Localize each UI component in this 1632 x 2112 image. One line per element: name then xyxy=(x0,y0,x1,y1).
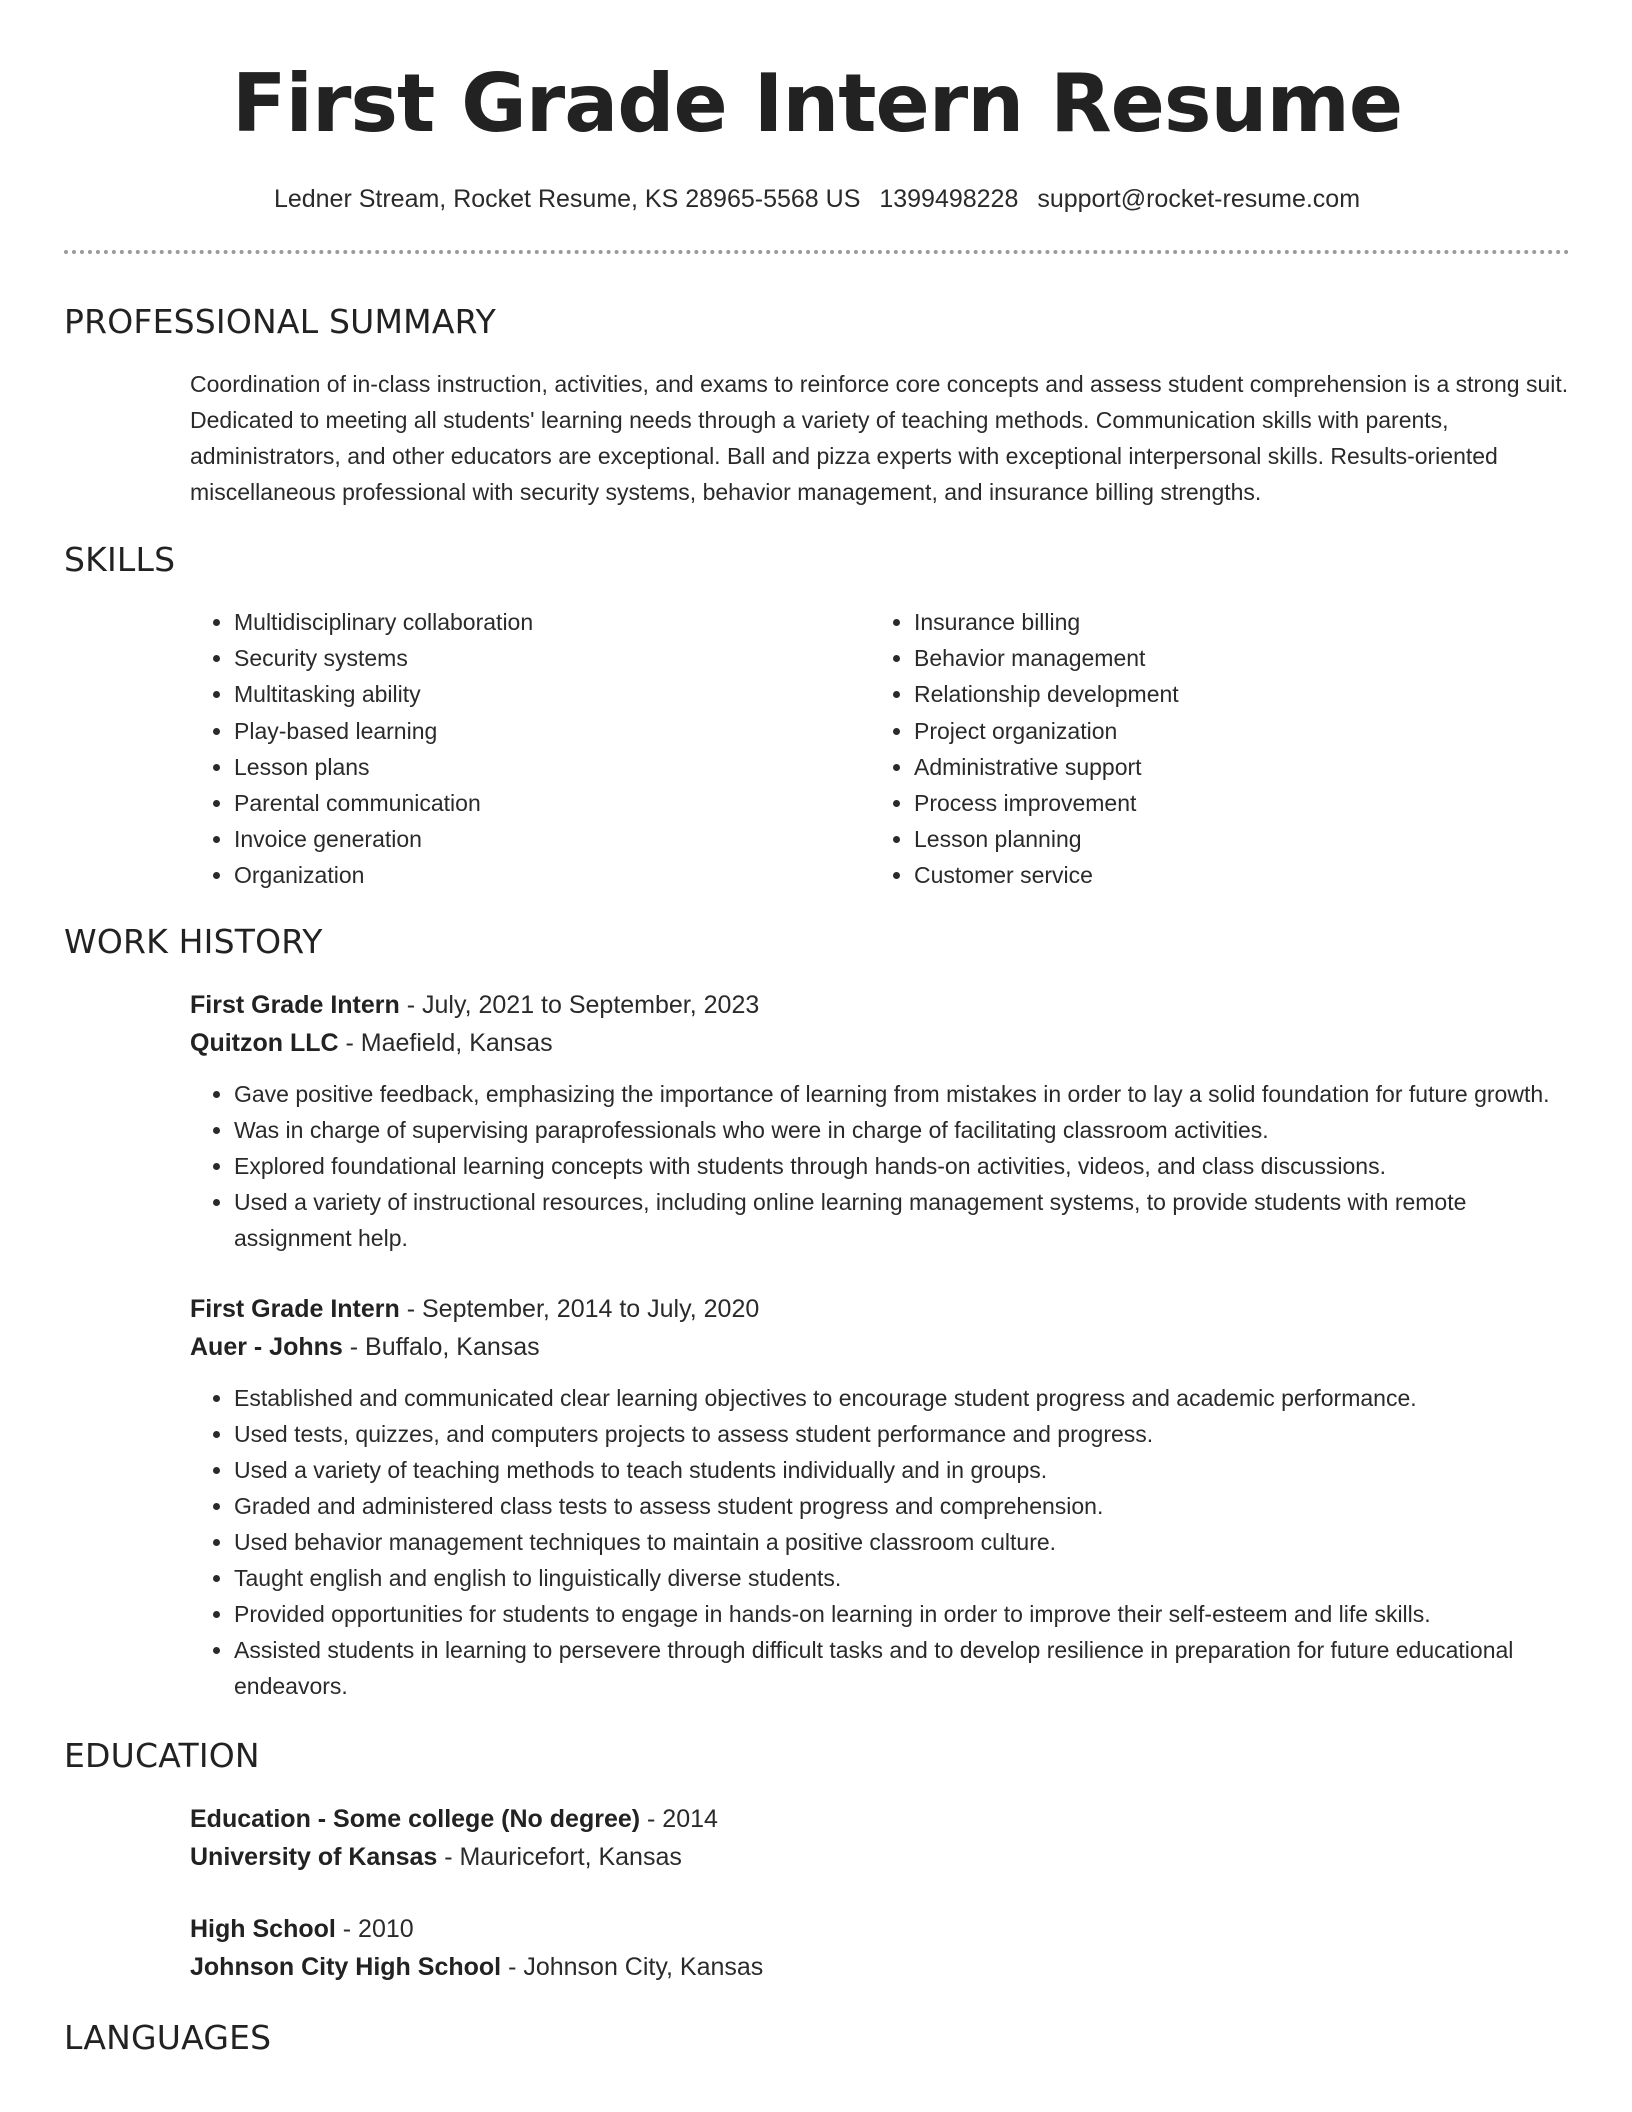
skill-item: • Process improvement xyxy=(914,785,1550,821)
education-entry xyxy=(190,1800,1570,1876)
education-degree-line xyxy=(190,1800,1570,1838)
contact-email[interactable]: support@rocket-resume.com xyxy=(1037,185,1361,213)
education-degree-line xyxy=(190,1910,1570,1948)
skill-item: • Relationship development xyxy=(914,676,1550,712)
skill-item: • Lesson planning xyxy=(914,821,1550,857)
skill-item: • Insurance billing xyxy=(914,604,1550,640)
skill-item: • Customer service xyxy=(914,857,1550,893)
job-entry xyxy=(190,986,1570,1256)
education-degree: Education - Some college (No degree) xyxy=(190,1804,641,1833)
skills-column-left xyxy=(190,604,870,894)
job-bullet: • Taught english and english to linguistically diverse students. xyxy=(234,1560,1570,1596)
work-history-heading: WORK HISTORY xyxy=(64,921,323,961)
job-role: First Grade Intern xyxy=(190,1294,400,1323)
job-company-line xyxy=(190,1328,1570,1366)
resume-page xyxy=(64,0,1570,2060)
resume-title: First Grade Intern Resume xyxy=(231,57,1403,150)
skill-item: • Invoice generation xyxy=(234,821,870,857)
job-bullet: • Gave positive feedback, emphasizing the importance of learning from mistakes in order to lay a solid foundation for future growth. xyxy=(234,1076,1570,1112)
skills-heading: SKILLS xyxy=(64,540,176,579)
job-title-line xyxy=(190,986,1570,1024)
education-year: - 2010 xyxy=(342,1914,414,1943)
languages-heading: LANGUAGES xyxy=(64,2017,272,2057)
job-entry xyxy=(190,1290,1570,1704)
education-school: Johnson City High School xyxy=(190,1952,502,1981)
contact-address: Ledner Stream, Rocket Resume, KS 28965-5568 US xyxy=(273,185,861,213)
skill-item: • Play-based learning xyxy=(234,713,870,749)
job-bullet: • Assisted students in learning to persevere through difficult tasks and to develop resilience in preparation for future educational endeavors. xyxy=(234,1632,1570,1704)
job-bullet: • Used a variety of instructional resources, including online learning management systems, to provide students with remote assignment help. xyxy=(234,1184,1570,1256)
skill-item: • Multitasking ability xyxy=(234,676,870,712)
summary-text: Coordination of in-class instruction, activities, and exams to reinforce core concepts and assess student comprehension is a strong suit. Dedicated to meeting all students' learning needs through a variety of teaching methods. Communication skills with parents, administrators, and other educators are exceptional. Ball and pizza experts with exceptional interpersonal skills. Results-oriented miscellaneous professional with security systems, behavior management, and insurance billing strengths. xyxy=(190,371,1569,505)
job-company: Quitzon LLC xyxy=(190,1028,339,1057)
education-school-line xyxy=(190,1948,1570,1986)
job-bullet: • Explored foundational learning concepts with students through hands-on activities, videos, and class discussions. xyxy=(234,1148,1570,1184)
job-bullet: • Established and communicated clear learning objectives to encourage student progress and academic performance. xyxy=(234,1380,1570,1416)
education-school-line xyxy=(190,1838,1570,1876)
education-location: - Mauricefort, Kansas xyxy=(444,1842,682,1871)
education-year: - 2014 xyxy=(647,1804,718,1833)
education-degree: High School xyxy=(190,1914,336,1943)
skill-item: • Parental communication xyxy=(234,785,870,821)
education-location: - Johnson City, Kansas xyxy=(508,1952,764,1981)
skill-item: • Behavior management xyxy=(914,640,1550,676)
job-dates: - September, 2014 to July, 2020 xyxy=(406,1294,760,1323)
job-bullets xyxy=(190,1380,1570,1704)
job-role: First Grade Intern xyxy=(190,990,400,1019)
skills-list xyxy=(190,604,1570,894)
job-company-line xyxy=(190,1024,1570,1062)
job-bullet: • Used a variety of teaching methods to teach students individually and in groups. xyxy=(234,1452,1570,1488)
skill-item: • Administrative support xyxy=(914,749,1550,785)
skills-column-right xyxy=(870,604,1550,894)
summary-heading: PROFESSIONAL SUMMARY xyxy=(64,302,496,341)
job-company: Auer - Johns xyxy=(190,1332,343,1361)
header-divider xyxy=(64,250,1570,254)
skill-item: • Multidisciplinary collaboration xyxy=(234,604,870,640)
job-title-line xyxy=(190,1290,1570,1328)
contact-phone: 1399498228 xyxy=(879,185,1019,213)
job-bullet: • Used behavior management techniques to maintain a positive classroom culture. xyxy=(234,1524,1570,1560)
education-heading: EDUCATION xyxy=(64,1735,260,1775)
job-location: - Buffalo, Kansas xyxy=(349,1332,540,1361)
education-entry xyxy=(190,1910,1570,1986)
job-bullet: • Was in charge of supervising paraprofessionals who were in charge of facilitating classroom activities. xyxy=(234,1112,1570,1148)
skill-item: • Security systems xyxy=(234,640,870,676)
job-dates: - July, 2021 to September, 2023 xyxy=(406,990,760,1019)
job-bullet: • Graded and administered class tests to assess student progress and comprehension. xyxy=(234,1488,1570,1524)
job-location: - Maefield, Kansas xyxy=(345,1028,553,1057)
job-bullets xyxy=(190,1076,1570,1256)
skill-item: • Organization xyxy=(234,857,870,893)
education-school: University of Kansas xyxy=(190,1842,438,1871)
contact-line xyxy=(64,182,1570,216)
job-bullet: • Provided opportunities for students to engage in hands-on learning in order to improve their self-esteem and life skills. xyxy=(234,1596,1570,1632)
skill-item: • Project organization xyxy=(914,713,1550,749)
skill-item: • Lesson plans xyxy=(234,749,870,785)
job-bullet: • Used tests, quizzes, and computers projects to assess student performance and progress. xyxy=(234,1416,1570,1452)
